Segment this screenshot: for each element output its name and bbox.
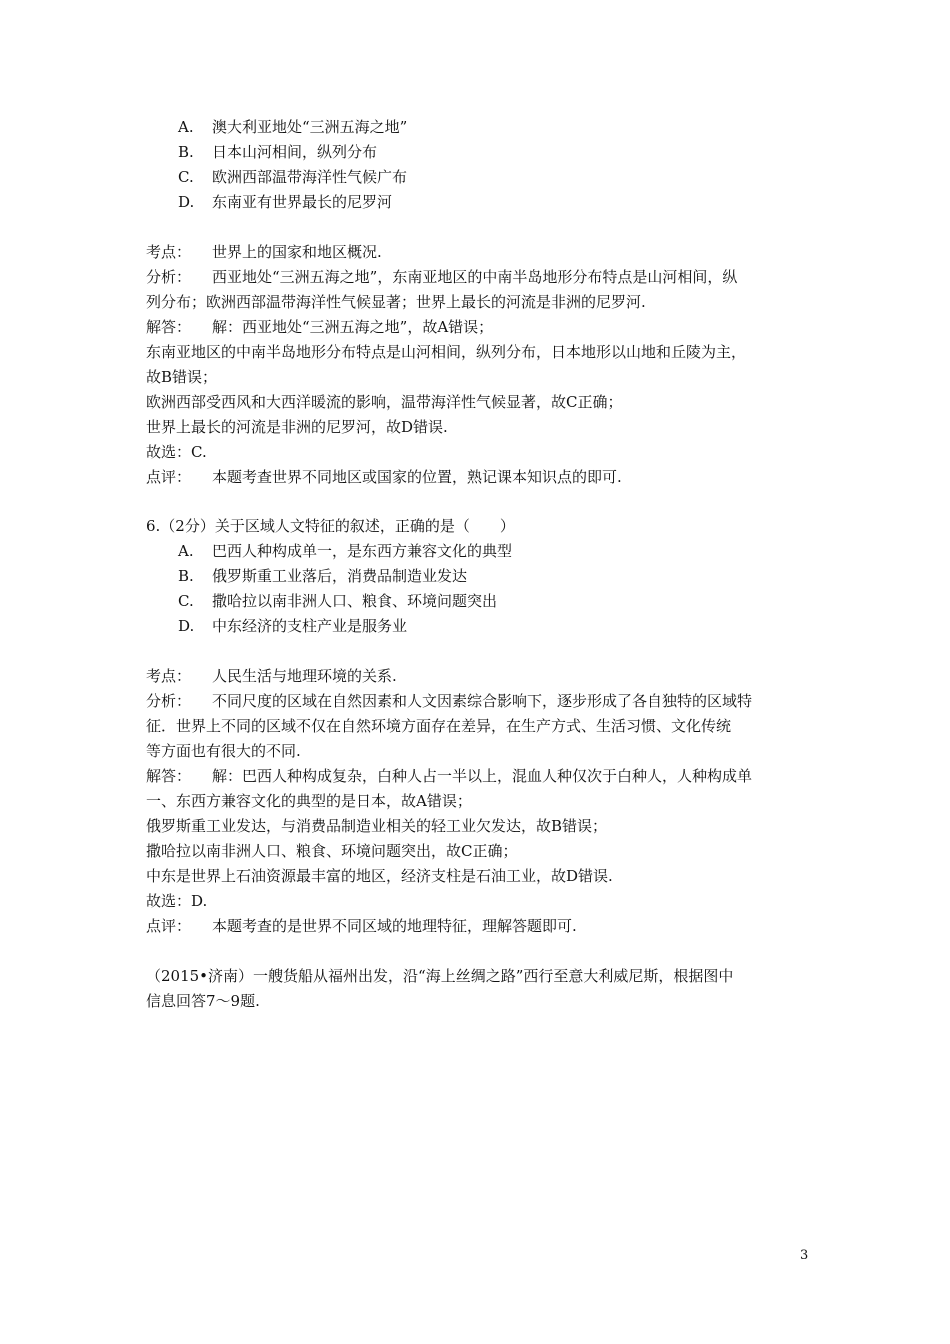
q5-dianping: 点评： 本题考查世界不同地区或国家的位置，熟记课本知识点的即可. [146,468,622,486]
q5-jieda-line-5: 世界上最长的河流是非洲的尼罗河，故D错误. [146,418,448,436]
q5-fenxi-cont: 列分布；欧洲西部温带海洋性气候显著；世界上最长的河流是非洲的尼罗河. [146,293,646,311]
q6-jieda-line-2: 一、东西方兼容文化的典型的是日本，故A错误； [146,792,472,810]
q6-fenxi-line-2: 征．世界上不同的区域不仅在自然环境方面存在差异，在生产方式、生活习惯、文化传统 [146,717,732,735]
q6-fenxi-line-3: 等方面也有很大的不同. [146,742,301,760]
q5-jieda-line-3: 故B错误； [146,368,218,386]
q5-jieda-line-4: 欧洲西部受西风和大西洋暖流的影响，温带海洋性气候显著，故C正确； [146,393,623,411]
q5-option-b: B. 日本山河相间，纵列分布 [178,143,378,161]
q5-kaodian: 考点： 世界上的国家和地区概况. [146,243,382,261]
q5-option-a: A. 澳大利亚地处“三洲五海之地” [178,118,408,136]
q5-jieda-line-2: 东南亚地区的中南半岛地形分布特点是山河相间，纵列分布，日本地形以山地和丘陵为主， [146,343,747,361]
q5-option-d: D. 东南亚有世界最长的尼罗河 [178,193,393,211]
q6-fenxi: 分析： 不同尺度的区域在自然因素和人文因素综合影响下，逐步形成了各自独特的区域特 [146,692,753,710]
q6-stem: 6.（2分）关于区域人文特征的叙述，正确的是（ ） [146,517,515,535]
q6-jieda: 解答： 解：巴西人种构成复杂，白种人占一半以上，混血人种仅次于白种人，人种构成单 [146,767,753,785]
q6-dianping: 点评： 本题考查的是世界不同区域的地理特征，理解答题即可. [146,917,577,935]
q6-option-d: D. 中东经济的支柱产业是服务业 [178,617,408,635]
page-number: 3 [800,1248,809,1263]
q6-jieda-line-3: 俄罗斯重工业发达，与消费品制造业相关的轻工业欠发达，故B错误； [146,817,608,835]
q6-option-a: A. 巴西人种构成单一，是东西方兼容文化的典型 [178,542,513,560]
q6-jieda-line-4: 撒哈拉以南非洲人口、粮食、环境问题突出，故C正确； [146,842,518,860]
q6-option-b: B. 俄罗斯重工业落后，消费品制造业发达 [178,567,468,585]
q5-answer: 故选：C. [146,443,207,461]
q6-option-c: C. 撒哈拉以南非洲人口、粮食、环境问题突出 [178,592,498,610]
q6-kaodian: 考点： 人民生活与地理环境的关系. [146,667,397,685]
intro-line-1: （2015•济南）一艘货船从福州出发，沿“海上丝绸之路”西行至意大利威尼斯，根据图中 [146,967,734,985]
q5-fenxi: 分析： 西亚地处“三洲五海之地”，东南亚地区的中南半岛地形分布特点是山河相间，纵 [146,268,738,286]
q6-answer: 故选：D. [146,892,208,910]
q5-option-c: C. 欧洲西部温带海洋性气候广布 [178,168,408,186]
q6-jieda-line-5: 中东是世界上石油资源最丰富的地区，经济支柱是石油工业，故D错误. [146,867,613,885]
intro-line-2: 信息回答7～9题. [146,992,260,1010]
q5-jieda: 解答： 解：西亚地处“三洲五海之地”，故A错误； [146,318,494,336]
